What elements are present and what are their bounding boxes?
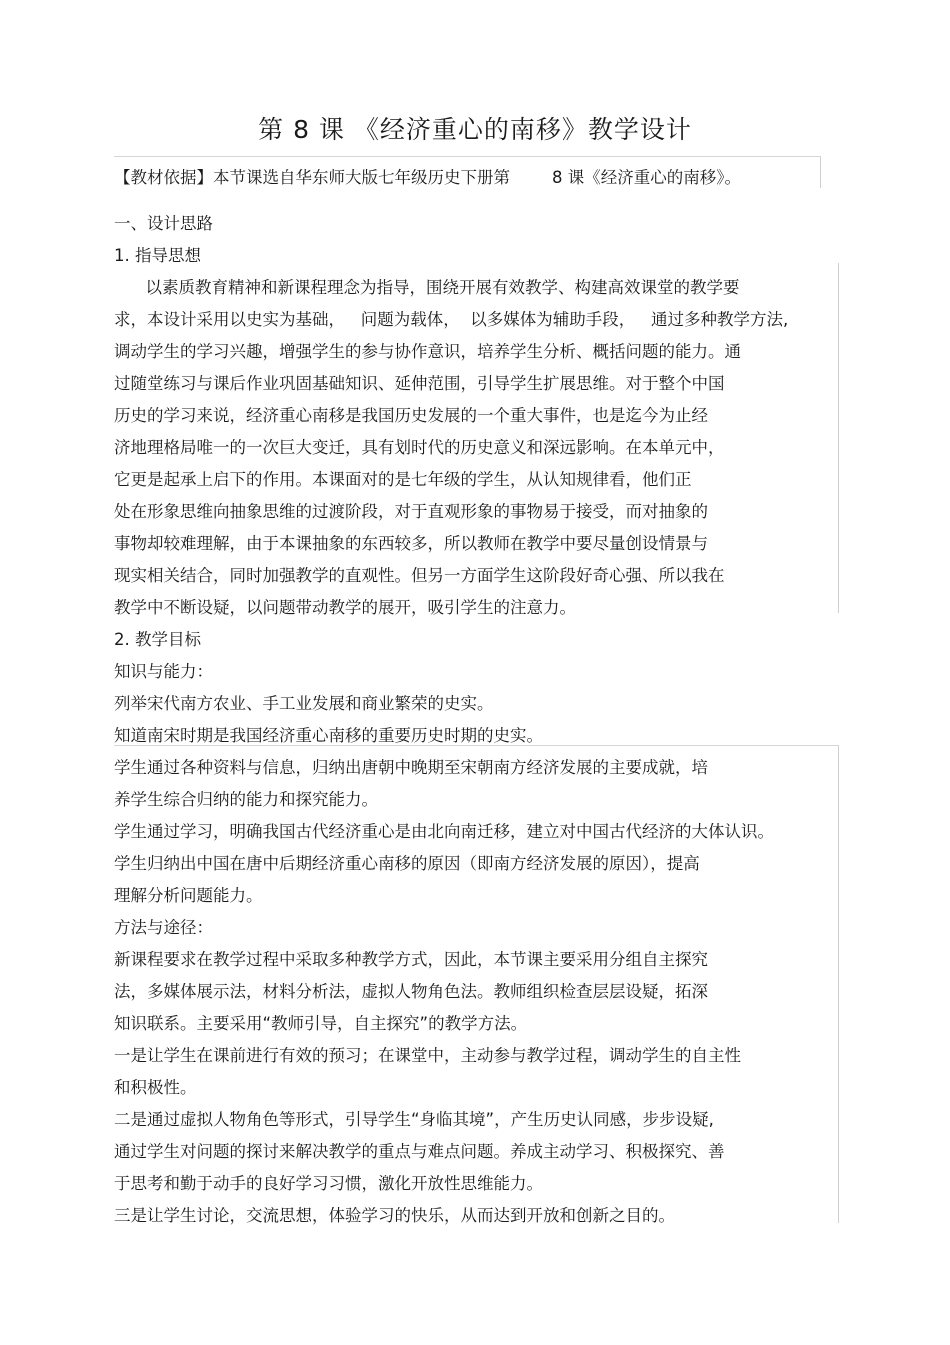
text-line: 济地理格局唯一的一次巨大变迁，具有划时代的历史意义和深远影响。在本单元中， [114, 438, 725, 457]
divider-line [838, 745, 839, 1223]
text-line: 学生通过学习，明确我国古代经济重心是由北向南迁移，建立对中国古代经济的大体认识。 [114, 822, 774, 841]
text-line: 事物却较难理解，由于本课抽象的东西较多，所以教师在教学中要尽量创设情景与 [114, 534, 708, 553]
text-line: 新课程要求在教学过程中采取多种教学方式，因此，本节课主要采用分组自主探究 [114, 950, 708, 969]
text-line: 通过学生对问题的探讨来解决教学的重点与难点问题。养成主动学习、积极探究、善 [114, 1142, 725, 1161]
text-line: 知识与能力： [114, 662, 213, 681]
text-line: 它更是起承上启下的作用。本课面对的是七年级的学生，从认知规律看，他们正 [114, 470, 692, 489]
text-line: 知识联系。主要采用“教师引导，自主探究”的教学方法。 [114, 1014, 528, 1033]
text-line: 2. 教学目标 [114, 630, 201, 649]
text-line: 一是让学生在课前进行有效的预习；在课堂中，主动参与教学过程，调动学生的自主性 [114, 1046, 741, 1065]
text-line: 一、设计思路 [114, 214, 213, 233]
text-line: 知道南宋时期是我国经济重心南移的重要历史时期的史实。 [114, 726, 543, 745]
text-line: 养学生综合归纳的能力和探究能力。 [114, 790, 378, 809]
text-line: 三是让学生讨论，交流思想，体验学习的快乐，从而达到开放和创新之目的。 [114, 1206, 675, 1225]
text-line: 处在形象思维向抽象思维的过渡阶段，对于直观形象的事物易于接受，而对抽象的 [114, 502, 708, 521]
text-line: 调动学生的学习兴趣，增强学生的参与协作意识，培养学生分析、概括问题的能力。通 [114, 342, 741, 361]
divider-line [114, 156, 820, 157]
page-title: 第 8 课 《经济重心的南移》教学设计 [258, 115, 692, 144]
text-line: 方法与途径： [114, 918, 213, 937]
text-line: 法，多媒体展示法，材料分析法，虚拟人物角色法。教师组织检查层层设疑，拓深 [114, 982, 708, 1001]
text-line: 过随堂练习与课后作业巩固基础知识、延伸范围，引导学生扩展思维。对于整个中国 [114, 374, 725, 393]
text-line: 求，本设计采用以史实为基础， 问题为载体， 以多媒体为辅助手段， 通过多种教学方法, [114, 310, 789, 329]
text-line: 1. 指导思想 [114, 246, 201, 265]
divider-line [838, 263, 839, 613]
text-line: 以素质教育精神和新课程理念为指导，围绕开展有效教学、构建高效课堂的教学要 [114, 278, 740, 297]
text-line: 教学中不断设疑，以问题带动教学的展开，吸引学生的注意力。 [114, 598, 576, 617]
text-line: 二是通过虚拟人物角色等形式，引导学生“身临其境”，产生历史认同感，步步设疑, [114, 1110, 714, 1129]
text-line: 和积极性。 [114, 1078, 197, 1097]
divider-line [820, 156, 821, 188]
text-line: 列举宋代南方农业、手工业发展和商业繁荣的史实。 [114, 694, 494, 713]
text-line: 于思考和勤于动手的良好学习习惯，激化开放性思维能力。 [114, 1174, 543, 1193]
text-line: 学生归纳出中国在唐中后期经济重心南移的原因（即南方经济发展的原因），提高 [114, 854, 700, 873]
text-line: 现实相关结合，同时加强教学的直观性。但另一方面学生这阶段好奇心强、所以我在 [114, 566, 725, 585]
text-line: 历史的学习来说，经济重心南移是我国历史发展的一个重大事件，也是迄今为止经 [114, 406, 708, 425]
text-line: 理解分析问题能力。 [114, 886, 263, 905]
textbook-basis: 【教材依据】本节课选自华东师大版七年级历史下册第 8 课《经济重心的南移》。 [114, 168, 741, 187]
text-line: 学生通过各种资料与信息，归纳出唐朝中晚期至宋朝南方经济发展的主要成就，培 [114, 758, 708, 777]
